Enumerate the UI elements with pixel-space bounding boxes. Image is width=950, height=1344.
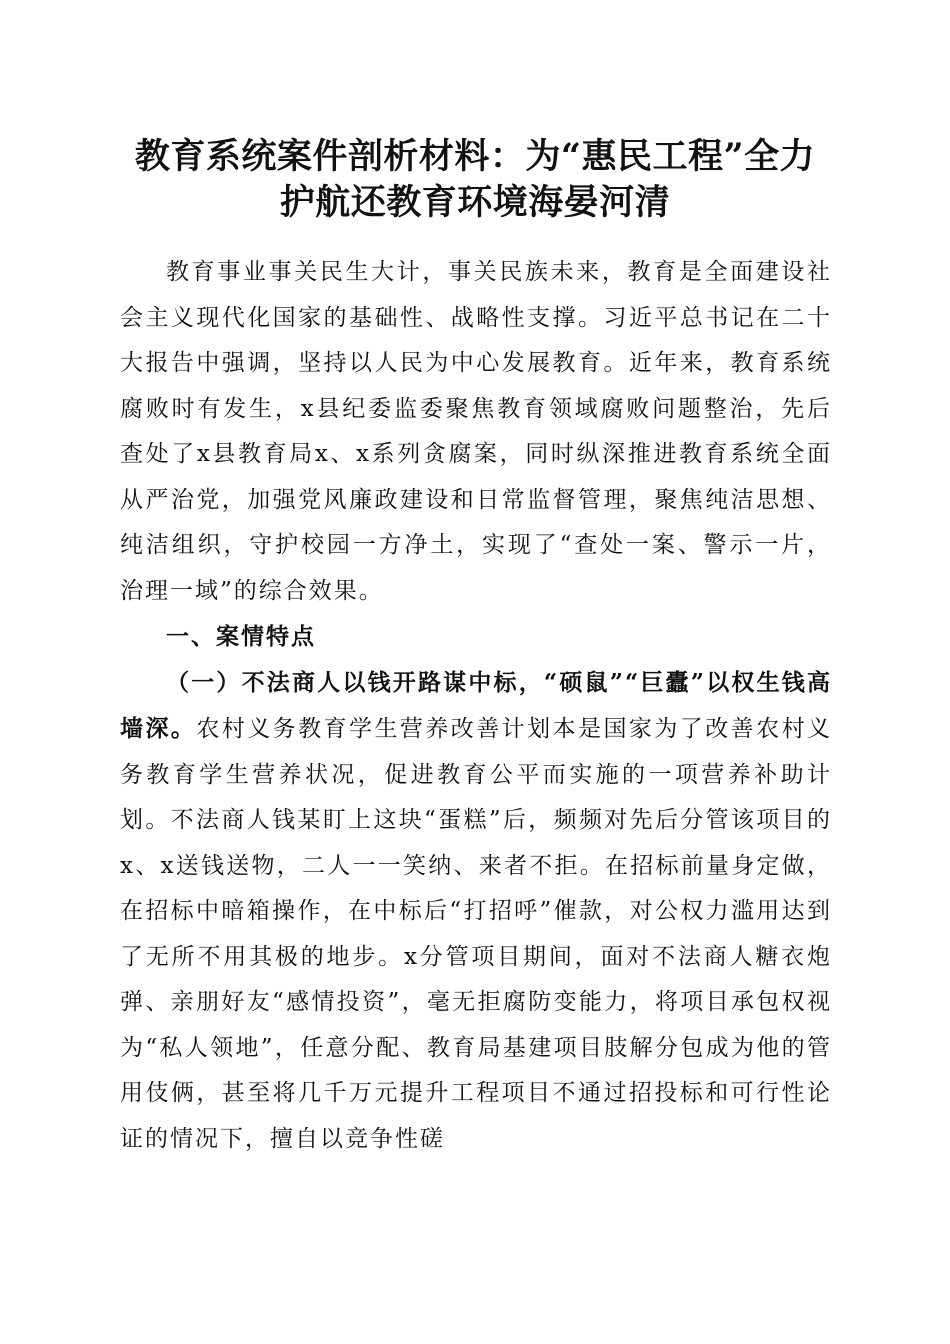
intro-paragraph: 教育事业事关民生大计，事关民族未来，教育是全面建设社会主义现代化国家的基础性、战略性支撑。习近平总书记在二十大报告中强调，坚持以人民为中心发展教育。近年来，教育系统腐败时有发生，x县纪委监委聚焦教育领域腐败问题整治，先后查处了x县教育局x、x系列贪腐案，同时纵深推进教育系统全面从严治党，加强党风廉政建设和日常监督管理，聚焦纯洁思想、纯洁组织，守护校园一方净土，实现了“查处一案、警示一片，治理一域”的综合效果。 — [120, 259, 832, 604]
section-heading-case-features: 一、案情特点 — [166, 623, 316, 650]
title-line-2: 护航还教育环境海晏河清 — [279, 182, 671, 223]
subsection-paragraph-1 — [120, 660, 832, 1163]
title-line-1: 教育系统案件剖析材料：为“惠民工程”全力 — [134, 136, 816, 177]
document-body — [120, 250, 832, 1162]
document-title — [100, 134, 850, 226]
subsection-heading-1: （一）不法商人以钱开路谋中标，“硕鼠”“巨蠹”以权生钱高墙深。 — [120, 668, 832, 742]
subsection-body-1: 农村义务教育学生营养改善计划本是国家为了改善农村义务教育学生营养状况，促进教育公平而实施的一项营养补助计划。不法商人钱某盯上这块“蛋糕”后，频频对先后分管该项目的x、x送钱送物，二人一一笑纳、来者不拒。在招标前量身定做，在招标中暗箱操作，在中标后“打招呼”催款，对公权力滥用达到了无所不用其极的地步。x分管项目期间，面对不法商人糖衣炮弹、亲朋好友“感情投资”，毫无拒腐防变能力，将项目承包权视为“私人领地”，任意分配、教育局基建项目肢解分包成为他的管用伎俩，甚至将几千万元提升工程项目不通过招投标和可行性论证的情况下，擅自以竞争性磋 — [120, 716, 833, 1152]
